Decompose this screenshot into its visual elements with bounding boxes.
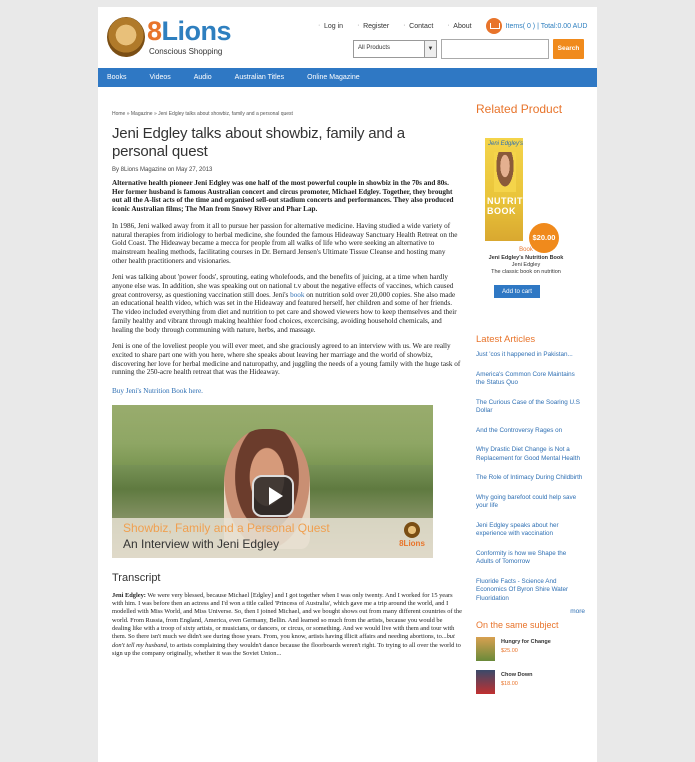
logo-name: 8Lions xyxy=(147,16,232,46)
main-nav xyxy=(98,68,597,87)
more-link[interactable]: more xyxy=(570,608,585,615)
latest-article-link[interactable]: Why Drastic Diet Change is Not a Replacement for Good Mental Health xyxy=(476,446,580,462)
add-to-cart-button[interactable]: Add to cart xyxy=(494,285,540,298)
play-icon[interactable] xyxy=(252,475,294,517)
chevron-down-icon: ▼ xyxy=(424,41,436,57)
nav-australian-titles[interactable]: Australian Titles xyxy=(234,74,285,81)
latest-article-link[interactable]: The Role of Intimacy During Childbirth xyxy=(476,474,583,481)
latest-article-link[interactable]: Why going barefoot could help save your life xyxy=(476,493,577,509)
related-product-heading: Related Product xyxy=(476,102,563,116)
product-description: The classic book on nutrition xyxy=(491,269,561,275)
article-title: Jeni Edgley talks about showbiz, family and a personal quest xyxy=(112,125,405,160)
article xyxy=(112,111,462,658)
product-thumbnail xyxy=(476,637,495,661)
product-name[interactable]: Jeni Edgley's Nutrition Book xyxy=(488,255,564,261)
breadcrumb[interactable]: Home » Magazine » Jeni Edgley talks about showbiz, family and a personal quest xyxy=(112,111,293,117)
nav-online-magazine[interactable]: Online Magazine xyxy=(307,74,360,81)
video-subtitle: An Interview with Jeni Edgley xyxy=(123,536,280,551)
article-byline: By 8Lions Magazine on May 27, 2013 xyxy=(112,167,213,173)
product-cover[interactable]: Jeni Edgley's NUTRITION BOOK $20.00 xyxy=(485,138,523,241)
same-subject-heading: On the same subject xyxy=(476,620,559,630)
search-input[interactable] xyxy=(441,39,549,59)
latest-article-link[interactable]: America's Common Core Maintains the Status Quo xyxy=(476,370,575,386)
logo[interactable] xyxy=(107,17,237,61)
category-select-value: All Products xyxy=(358,45,391,51)
article-paragraph: Jeni is one of the loveliest people you will ever meet, and she graciously agreed to an interview with us. We are really excited to share part one with you here, where she speaks about leaving her marriage and the world of showbiz, discovering her love for herbal medicine and naturopathy, and juggling the needs of a young family with the huge task of running the 250-acre health retreat that was the Hideaway. xyxy=(112,342,461,377)
article-paragraph: In 1986, Jeni walked away from it all to pursue her passion for alternative medicine. Having studied a wide variety of natural therapies from iridiology to herbal medicine, she founded the famous Hideaway Sanctuary Health Retreat on the Gold Coast. The Hideaway became a mecca for people from all walks of life who were seeking an alternative to mainstream healing methods, facilitating courses in Dr. Bernard Jensen's Ultimate Tissue Cleanse and hosting many other health practitioners and visionaries. xyxy=(112,221,458,265)
register-link[interactable]: · Register xyxy=(357,23,389,30)
video-title: Showbiz, Family and a Personal Quest xyxy=(123,520,330,535)
cart-icon[interactable] xyxy=(486,18,502,34)
contact-link[interactable]: · Contact xyxy=(403,23,433,30)
latest-article-link[interactable]: Just 'cos it happened in Pakistan... xyxy=(476,351,573,358)
article-paragraph: Jeni was talking about 'power foods', sprouting, eating wholefoods, and the benefits of juicing, at a time when hardly anyone else was. In addition, she was speaking out on national t.v about the negative effects of vaccines, which caused great controversy, as questioning vaccination still does. Jeni's book on nutrition sold over 20,000 copies. She also made an educational health video, which was set in the Hideaway and featured herself, her children and some of her friends. The video included everything from diet and nutrition to pet care and showed viewers how to keep themselves and their family healthy and vibrant through making healthier food choices, excercising, avoiding household chemicals, and healing the body through communing with nature, herbs, and massage. xyxy=(112,273,457,334)
logo-tagline: Conscious Shopping xyxy=(149,47,223,56)
latest-article-link[interactable]: Conformity is how we Shape the Adults of Tomorrow xyxy=(476,549,567,565)
latest-article-link[interactable]: Fluoride Facts - Science And Economics Of Byron Shire Water Fluoridation xyxy=(476,577,569,602)
nav-videos[interactable]: Videos xyxy=(149,74,171,81)
search-button[interactable]: Search xyxy=(553,39,584,59)
article-lead: Alternative health pioneer Jeni Edgley was one half of the most powerful couple in showbiz in the 70s and 80s. Her former husband is famous Australian concert and circus promoter, Michael Edgley. Together, they brought out all the A-list acts of the time and organised sell-out stadium concerts and performances. They also produced iconic Australian films; The Man from Snowy River and Phar Lap. xyxy=(112,179,454,214)
category-select[interactable] xyxy=(353,40,437,58)
latest-article-link[interactable]: The Curious Case of the Soaring U.S Dollar xyxy=(476,398,580,414)
lion-logo-icon xyxy=(404,522,420,538)
top-links xyxy=(318,18,587,34)
transcript-heading: Transcript xyxy=(112,571,161,584)
product-author: Jeni Edgley xyxy=(511,262,541,268)
same-subject-item[interactable]: Chow Down $18.00 xyxy=(476,670,591,696)
video-player[interactable] xyxy=(112,405,433,558)
book-link[interactable]: book xyxy=(290,290,305,299)
cover-portrait xyxy=(494,152,516,192)
cart-summary[interactable]: Items( 0 ) | Total:0.00 AUD xyxy=(505,22,588,30)
login-link[interactable]: · Log in xyxy=(318,23,343,30)
transcript-text: Jeni Edgley: We were very blessed, because Michael [Edgley] and I got together when I was only twenty. And I worked for 15 years with him. I was before then an actress and I'd won a title called 'Princess of Australia', which gave me a trip around the world, and I modelled with Miss World, and Miss Universe. So, then I joined Michael, and we bought shows out from many different countries of the world. From Russia, from England, America, even Germany, Bellin. And learned so much from the artists, because you would be dealing like with a troop of sixty artists, or musicians, or dancers, or circus, or something. And we would live with them and tour with them. So there isn't much we didn't see during those years. From, you know, artists having illicit affairs and needing abortions, to...but don't tell my husband, to artists complaining they wouldn't dance because the floorboards weren't right. To trying to all over the world to sign up the company originally, whether it was the Soviet Union... xyxy=(112,591,462,657)
page xyxy=(98,7,597,762)
lion-logo-icon xyxy=(107,17,145,57)
about-link[interactable]: · About xyxy=(447,23,471,30)
price-badge: $20.00 xyxy=(529,223,559,253)
same-subject-item[interactable]: Hungry for Change $25.00 xyxy=(476,637,591,663)
product-category: Book xyxy=(519,247,533,253)
latest-articles-heading: Latest Articles xyxy=(476,334,536,345)
latest-article-link[interactable]: And the Controversy Rages on xyxy=(476,426,563,434)
buy-book-link[interactable]: Buy Jeni's Nutrition Book here. xyxy=(112,387,203,396)
latest-article-link[interactable]: Jeni Edgley speaks about her experience with vaccination xyxy=(476,521,559,537)
nav-audio[interactable]: Audio xyxy=(193,74,212,81)
sidebar xyxy=(476,102,591,696)
product-thumbnail xyxy=(476,670,495,694)
nav-books[interactable]: Books xyxy=(107,74,127,81)
video-logo: 8Lions xyxy=(399,522,425,556)
